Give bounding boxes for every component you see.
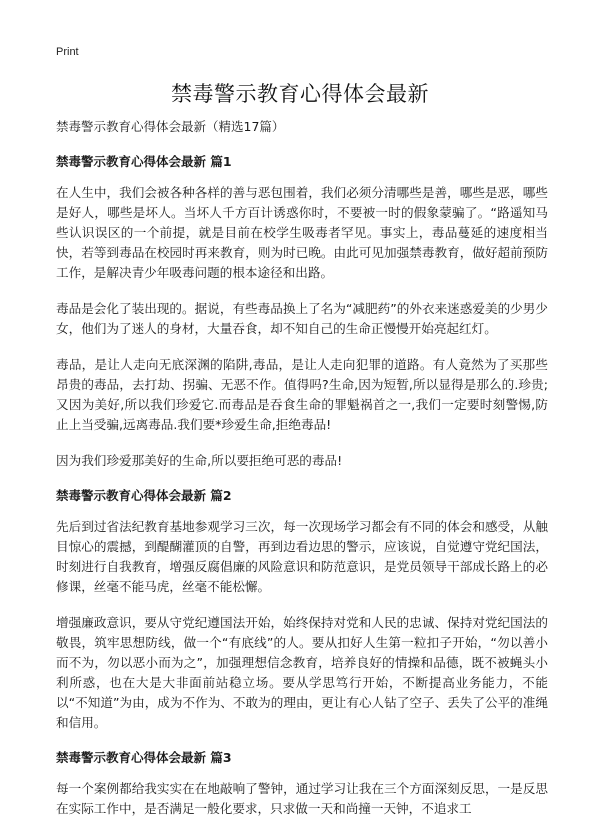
- page-title: 禁毒警示教育心得体会最新: [171, 82, 429, 106]
- section-1-paragraph-4: 因为我们珍爱那美好的生命,所以要拒绝可恶的毒品!: [56, 453, 343, 468]
- section-heading-1: 禁毒警示教育心得体会最新 篇1: [56, 154, 232, 169]
- section-heading-2: 禁毒警示教育心得体会最新 篇2: [56, 488, 232, 503]
- section-2-paragraph-2: 增强廉政意识，要从守党纪遵国法开始，始终保持对党和人民的忠诚、保持对党纪国法的敬畏，筑牢思想防线，做一个“有底线”的人。要从扣好人生第一粒扣子开始，“勿以善小而不为，勿以恶小而为之”，加强理想信念教育，培养良好的情操和品德，既不被蝇头小利所惑，也在大是大非面前站稳立场。要从学思笃行开始，不断提高业务能力，不能以“不知道”为由，成为不作为、不敢为的理由，更让有心人钻了空子、丢失了公平的准绳和信用。: [56, 615, 548, 730]
- section-heading-3: 禁毒警示教育心得体会最新 篇3: [56, 750, 232, 765]
- section-1-paragraph-2: 毒品是会化了装出现的。据说，有些毒品换上了名为“减肥药”的外衣来迷惑爱美的少男少女，他们为了迷人的身材，大量吞食，却不知自己的生命正慢慢开始亮起红灯。: [56, 301, 548, 336]
- section-1-paragraph-1: 在人生中，我们会被各种各样的善与恶包围着，我们必须分清哪些是善，哪些是恶，哪些是好人，哪些是坏人。当坏人千方百计诱惑你时，不要被一时的假象蒙骗了。“路遥知马些认识误区的一个前提，就是目前在校学生吸毒者罕见。事实上，毒品蔓延的速度相当快，若等到毒品在校园时再来教育，则为时已晚。由此可见加强禁毒教育，做好超前预防工作，是解决青少年吸毒问题的根本途径和出路。: [56, 185, 548, 280]
- print-link[interactable]: Print: [56, 46, 79, 58]
- section-1-paragraph-3: 毒品，是让人走向无底深渊的陷阱,毒品，是让人走向犯罪的道路。有人竟然为了买那些昂贵的毒品，去打劫、拐骗、无恶不作。值得吗?生命,因为短暂,所以显得是那么的.珍贵;又因为美好,所以我们珍爱它.而毒品是吞食生命的罪魁祸首之一,我们一定要时刻警惕,防止上当受骗,远离毒品.我们要*珍爱生命,拒绝毒品!: [56, 357, 548, 432]
- section-3-paragraph-1: 每一个案例都给我实实在在地敲响了警钟，通过学习让我在三个方面深刻反思，一是反思在实际工作中，是否满足一般化要求，只求做一天和尚撞一天钟，不追求工: [56, 781, 548, 816]
- article-subtitle: 禁毒警示教育心得体会最新（精选17篇）: [56, 119, 285, 134]
- section-2-paragraph-1: 先后到过省法纪教育基地参观学习三次，每一次现场学习都会有不同的体会和感受，从触目惊心的震撼，到醍醐灌顶的自警，再到边看边思的警示，应该说，自觉遵守党纪国法，时刻进行自我教育，增强反腐倡廉的风险意识和防范意识，是党员领导干部成长路上的必修课，丝毫不能马虎，丝毫不能松懈。: [56, 519, 548, 594]
- article-body: [56, 118, 548, 828]
